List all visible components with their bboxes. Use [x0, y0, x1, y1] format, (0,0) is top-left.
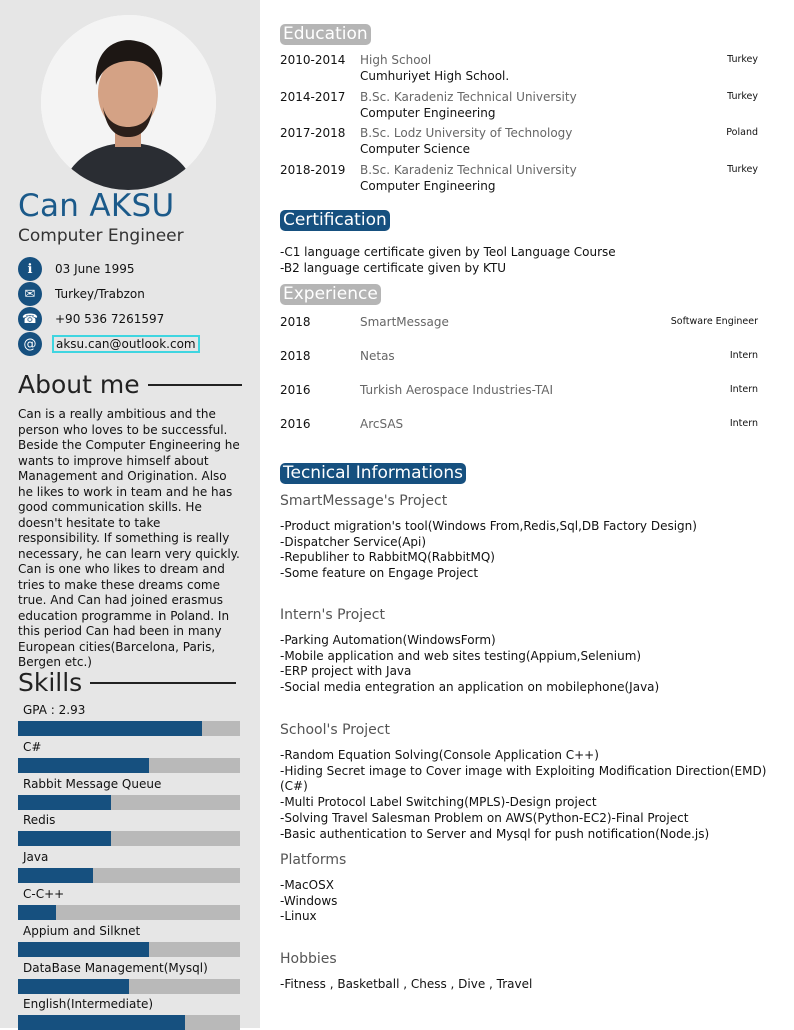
certification-heading: Certification [280, 210, 390, 231]
info-icon: ℹ [18, 257, 42, 281]
technical-heading: Tecnical Informations [280, 463, 466, 484]
experience-company: SmartMessage [360, 315, 449, 329]
experience-company: Turkish Aerospace Industries-TAI [360, 383, 554, 397]
envelope-icon: ✉ [18, 282, 42, 306]
technical-item: -Republiher to RabbitMQ(RabbitMQ) [280, 550, 495, 565]
divider [90, 682, 236, 684]
technical-item: -ERP project with Java [280, 664, 412, 679]
contact-text: Turkey/Trabzon [55, 287, 145, 301]
skill-bar [18, 795, 240, 810]
education-country: Turkey [727, 163, 758, 175]
technical-group-title: Hobbies [280, 951, 337, 967]
technical-item: -Multi Protocol Label Switching(MPLS)-Design project [280, 795, 597, 810]
experience-year: 2016 [280, 383, 311, 397]
technical-group-list [280, 748, 794, 842]
technical-item: -Mobile application and web sites testing(Appium,Selenium) [280, 648, 642, 663]
experience-role: Intern [729, 350, 758, 361]
technical-item: -Solving Travel Salesman Problem on AWS(Python-EC2)-Final Project [280, 810, 689, 825]
skill-bar-fill [18, 942, 149, 957]
experience-company: ArcSAS [360, 417, 404, 431]
skill-label: English(Intermediate) [23, 997, 154, 1012]
divider [148, 384, 242, 386]
skill-label: Rabbit Message Queue [23, 776, 162, 791]
at-icon: @ [18, 332, 42, 356]
skill-label: Java [23, 850, 49, 865]
education-school: B.Sc. Lodz University of Technology [360, 126, 573, 140]
education-heading: Education [280, 24, 371, 45]
technical-group-title: Intern's Project [280, 607, 385, 623]
profile-name: Can AKSU [18, 188, 175, 224]
profile-photo [41, 15, 216, 190]
technical-item: -Hiding Secret image to Cover image with Exploiting Modification Direction(EMD)(C#) [280, 763, 767, 794]
skill-bar [18, 721, 240, 736]
education-country: Turkey [727, 90, 758, 102]
experience-role: Intern [729, 384, 758, 395]
technical-item: -Random Equation Solving(Console Application C++) [280, 748, 599, 762]
experience-role: Intern [729, 418, 758, 429]
skill-bar [18, 905, 240, 920]
skill-label: Redis [23, 813, 56, 828]
experience-year: 2018 [280, 315, 311, 329]
education-program: Computer Science [360, 142, 470, 156]
technical-item: -Product migration's tool(Windows From,Redis,Sql,DB Factory Design) [280, 519, 697, 533]
technical-item: -Social media entegration an application on mobilephone(Java) [280, 680, 660, 695]
technical-group-list [280, 633, 659, 696]
education-school: B.Sc. Karadeniz Technical University [360, 162, 577, 177]
about-heading [18, 370, 242, 399]
education-years: 2017-2018 [280, 126, 346, 140]
certification-list [280, 245, 616, 276]
technical-group-list [280, 519, 697, 582]
experience-year: 2018 [280, 349, 311, 363]
contact-item [18, 307, 164, 331]
technical-item: -MacOSX [280, 878, 334, 892]
skill-bar-fill [18, 905, 56, 920]
about-text: Can is a really ambitious and the person who loves to be successful. Beside the Computer Engineering he wants to improve himself about Management and Origination. Also he likes to work in team and he has good communication skills. He doesn't hesitate to take responsibility. If something is really necessary, he can learn very quickly. Can is one who likes to dream and tries to make these dreams come true. And Can had joined erasmus education programme in Poland. In this period Can had been in many European cities(Barcelona, Paris, Bergen etc.) [18, 407, 240, 669]
skill-bar [18, 942, 240, 957]
technical-item: -Basic authentication to Server and Mysql for push notification(Node.js) [280, 826, 710, 841]
contact-text: +90 536 7261597 [55, 312, 165, 326]
technical-item: -Some feature on Engage Project [280, 566, 479, 581]
technical-item: -Linux [280, 909, 317, 924]
skill-label: GPA : 2.93 [23, 703, 86, 717]
experience-company: Netas [360, 349, 395, 363]
skill-bar-fill [18, 795, 111, 810]
education-program: Cumhuriyet High School. [360, 69, 510, 83]
skill-bar-fill [18, 868, 93, 883]
technical-group-title: School's Project [280, 722, 390, 738]
technical-item: -Windows [280, 893, 338, 908]
contact-item [18, 282, 145, 306]
education-program: Computer Engineering [360, 178, 496, 193]
skill-bar [18, 979, 240, 994]
skills-heading-text: Skills [18, 668, 83, 697]
skills-heading [18, 668, 236, 697]
education-country: Poland [726, 127, 758, 138]
technical-item: -Parking Automation(WindowsForm) [280, 633, 496, 647]
email-link[interactable]: aksu.can@outlook.com [52, 335, 200, 353]
skill-bar-fill [18, 758, 149, 773]
education-school: High School [360, 53, 432, 67]
profile-title: Computer Engineer [18, 226, 184, 246]
education-school: B.Sc. Karadeniz Technical University [360, 89, 577, 104]
phone-icon: ☎ [18, 307, 42, 331]
technical-group-list [280, 977, 532, 993]
certification-item: -C1 language certificate given by Teol Language Course [280, 245, 616, 259]
experience-role: Software Engineer [670, 316, 758, 327]
about-heading-text: About me [18, 370, 140, 399]
skill-label: DataBase Management(Mysql) [23, 960, 208, 975]
education-years: 2018-2019 [280, 162, 346, 177]
skill-bar [18, 831, 240, 846]
sidebar [0, 0, 260, 1028]
experience-heading: Experience [280, 284, 381, 305]
education-years: 2014-2017 [280, 89, 346, 104]
technical-item: -Dispatcher Service(Api) [280, 534, 427, 549]
contact-text: 03 June 1995 [55, 262, 135, 276]
education-country: Turkey [727, 54, 758, 65]
skill-bar-fill [18, 831, 111, 846]
technical-group-title: Platforms [280, 852, 347, 868]
education-program: Computer Engineering [360, 105, 496, 120]
certification-item: -B2 language certificate given by KTU [280, 260, 507, 275]
skill-bar-fill [18, 979, 129, 994]
technical-group-title: SmartMessage's Project [280, 493, 448, 509]
skill-label: C-C++ [23, 887, 65, 901]
technical-group-list [280, 878, 337, 925]
skill-bar-fill [18, 721, 202, 736]
contact-item [18, 257, 135, 281]
skill-bar [18, 758, 240, 773]
skill-bar [18, 868, 240, 883]
skill-label: C# [23, 739, 42, 754]
technical-item: -Fitness , Basketball , Chess , Dive , Travel [280, 977, 533, 991]
contact-item [18, 332, 200, 356]
experience-year: 2016 [280, 417, 311, 431]
education-years: 2010-2014 [280, 53, 346, 67]
skill-label: Appium and Silknet [23, 923, 141, 938]
